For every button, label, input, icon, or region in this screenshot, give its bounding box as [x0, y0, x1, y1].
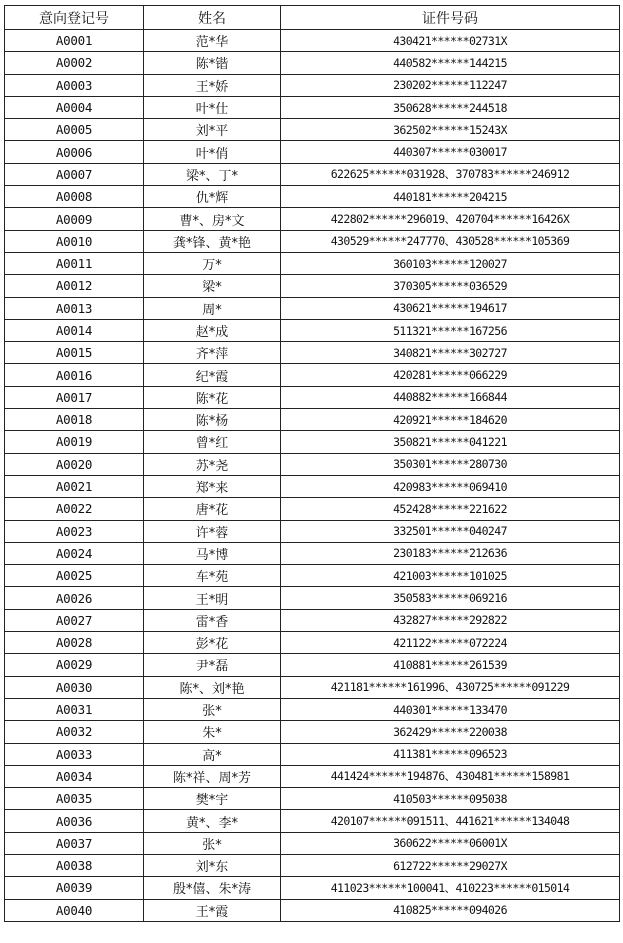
name-cell: 许*蓉: [144, 520, 281, 542]
table-row: [5, 721, 620, 743]
table-row: [5, 899, 620, 921]
registration-number-cell: A0016: [5, 364, 144, 386]
id-number-cell: 440882******166844: [281, 386, 620, 408]
name-cell: 黄*、李*: [144, 810, 281, 832]
table-row: [5, 676, 620, 698]
table-row: [5, 877, 620, 899]
id-number-cell: 440181******204215: [281, 186, 620, 208]
registration-number-cell: A0021: [5, 475, 144, 497]
name-cell: 王*霞: [144, 899, 281, 921]
id-number-cell: 362429******220038: [281, 721, 620, 743]
id-number-cell: 230202******112247: [281, 74, 620, 96]
registration-number-cell: A0039: [5, 877, 144, 899]
id-number-cell: 440307******030017: [281, 141, 620, 163]
header-row: [5, 6, 620, 30]
registration-number-cell: A0007: [5, 163, 144, 185]
table-row: [5, 632, 620, 654]
id-number-cell: 420921******184620: [281, 409, 620, 431]
id-number-cell: 410825******094026: [281, 899, 620, 921]
name-cell: 范*华: [144, 30, 281, 52]
name-cell: 叶*仕: [144, 96, 281, 118]
id-number-cell: 410503******095038: [281, 788, 620, 810]
registration-number-cell: A0008: [5, 186, 144, 208]
table-row: [5, 520, 620, 542]
registration-number-cell: A0013: [5, 297, 144, 319]
name-cell: 樊*宇: [144, 788, 281, 810]
registration-number-cell: A0011: [5, 252, 144, 274]
registration-number-cell: A0019: [5, 431, 144, 453]
table-row: [5, 654, 620, 676]
id-number-cell: 350301******280730: [281, 453, 620, 475]
table-row: [5, 609, 620, 631]
registration-number-cell: A0023: [5, 520, 144, 542]
table-row: [5, 854, 620, 876]
registration-number-cell: A0035: [5, 788, 144, 810]
table-row: [5, 810, 620, 832]
name-cell: 万*: [144, 252, 281, 274]
table-row: [5, 74, 620, 96]
header-name: 姓名: [144, 6, 281, 30]
header-registration-number: 意向登记号: [5, 6, 144, 30]
name-cell: 齐*萍: [144, 342, 281, 364]
registration-number-cell: A0006: [5, 141, 144, 163]
name-cell: 雷*香: [144, 609, 281, 631]
name-cell: 周*: [144, 297, 281, 319]
table-row: [5, 542, 620, 564]
registration-table: [4, 5, 620, 922]
id-number-cell: 410881******261539: [281, 654, 620, 676]
name-cell: 龚*锋、黄*艳: [144, 230, 281, 252]
registration-number-cell: A0005: [5, 119, 144, 141]
table-row: [5, 565, 620, 587]
table-row: [5, 409, 620, 431]
table-row: [5, 96, 620, 118]
id-number-cell: 420281******066229: [281, 364, 620, 386]
table-row: [5, 386, 620, 408]
registration-number-cell: A0027: [5, 609, 144, 631]
table-body: [5, 30, 620, 922]
registration-number-cell: A0032: [5, 721, 144, 743]
registration-number-cell: A0020: [5, 453, 144, 475]
name-cell: 张*: [144, 832, 281, 854]
id-number-cell: 440582******144215: [281, 52, 620, 74]
registration-number-cell: A0001: [5, 30, 144, 52]
registration-number-cell: A0028: [5, 632, 144, 654]
table-row: [5, 743, 620, 765]
name-cell: 王*娇: [144, 74, 281, 96]
name-cell: 车*苑: [144, 565, 281, 587]
header-id-number: 证件号码: [281, 6, 620, 30]
id-number-cell: 420107******091511、441621******134048: [281, 810, 620, 832]
table-row: [5, 342, 620, 364]
registration-number-cell: A0034: [5, 765, 144, 787]
registration-number-cell: A0015: [5, 342, 144, 364]
name-cell: 陈*、刘*艳: [144, 676, 281, 698]
name-cell: 陈*花: [144, 386, 281, 408]
id-number-cell: 370305******036529: [281, 275, 620, 297]
id-number-cell: 362502******15243X: [281, 119, 620, 141]
table-row: [5, 208, 620, 230]
name-cell: 郑*来: [144, 475, 281, 497]
name-cell: 赵*成: [144, 319, 281, 341]
table-row: [5, 275, 620, 297]
table-row: [5, 52, 620, 74]
registration-number-cell: A0022: [5, 498, 144, 520]
name-cell: 殷*僖、朱*涛: [144, 877, 281, 899]
table-row: [5, 230, 620, 252]
registration-number-cell: A0038: [5, 854, 144, 876]
registration-number-cell: A0025: [5, 565, 144, 587]
id-number-cell: 612722******29027X: [281, 854, 620, 876]
name-cell: 曾*红: [144, 431, 281, 453]
id-number-cell: 430529******247770、430528******105369: [281, 230, 620, 252]
id-number-cell: 411381******096523: [281, 743, 620, 765]
id-number-cell: 350628******244518: [281, 96, 620, 118]
name-cell: 梁*: [144, 275, 281, 297]
name-cell: 仇*辉: [144, 186, 281, 208]
id-number-cell: 332501******040247: [281, 520, 620, 542]
registration-number-cell: A0037: [5, 832, 144, 854]
name-cell: 王*明: [144, 587, 281, 609]
table-row: [5, 475, 620, 497]
registration-number-cell: A0040: [5, 899, 144, 921]
table-row: [5, 163, 620, 185]
table-row: [5, 498, 620, 520]
registration-number-cell: A0029: [5, 654, 144, 676]
registration-number-cell: A0036: [5, 810, 144, 832]
table-row: [5, 252, 620, 274]
id-number-cell: 411023******100041、410223******015014: [281, 877, 620, 899]
table-row: [5, 319, 620, 341]
name-cell: 叶*俏: [144, 141, 281, 163]
name-cell: 高*: [144, 743, 281, 765]
name-cell: 张*: [144, 698, 281, 720]
id-number-cell: 511321******167256: [281, 319, 620, 341]
id-number-cell: 421122******072224: [281, 632, 620, 654]
registration-number-cell: A0024: [5, 542, 144, 564]
id-number-cell: 350583******069216: [281, 587, 620, 609]
registration-number-cell: A0004: [5, 96, 144, 118]
registration-number-cell: A0030: [5, 676, 144, 698]
id-number-cell: 441424******194876、430481******158981: [281, 765, 620, 787]
registration-number-cell: A0010: [5, 230, 144, 252]
table-row: [5, 186, 620, 208]
id-number-cell: 432827******292822: [281, 609, 620, 631]
id-number-cell: 360103******120027: [281, 252, 620, 274]
table-row: [5, 141, 620, 163]
name-cell: 马*博: [144, 542, 281, 564]
name-cell: 纪*霞: [144, 364, 281, 386]
name-cell: 苏*尧: [144, 453, 281, 475]
id-number-cell: 452428******221622: [281, 498, 620, 520]
table-row: [5, 364, 620, 386]
id-number-cell: 440301******133470: [281, 698, 620, 720]
id-number-cell: 420983******069410: [281, 475, 620, 497]
table-row: [5, 453, 620, 475]
table-row: [5, 431, 620, 453]
id-number-cell: 430421******02731X: [281, 30, 620, 52]
name-cell: 彭*花: [144, 632, 281, 654]
id-number-cell: 422802******296019、420704******16426X: [281, 208, 620, 230]
registration-number-cell: A0003: [5, 74, 144, 96]
registration-number-cell: A0002: [5, 52, 144, 74]
id-number-cell: 430621******194617: [281, 297, 620, 319]
registration-number-cell: A0018: [5, 409, 144, 431]
name-cell: 陈*祥、周*芳: [144, 765, 281, 787]
table-row: [5, 788, 620, 810]
table-row: [5, 119, 620, 141]
name-cell: 陈*杨: [144, 409, 281, 431]
name-cell: 刘*东: [144, 854, 281, 876]
name-cell: 尹*磊: [144, 654, 281, 676]
name-cell: 梁*、丁*: [144, 163, 281, 185]
id-number-cell: 421003******101025: [281, 565, 620, 587]
name-cell: 朱*: [144, 721, 281, 743]
table-row: [5, 765, 620, 787]
table-header: [5, 6, 620, 30]
id-number-cell: 230183******212636: [281, 542, 620, 564]
name-cell: 陈*锴: [144, 52, 281, 74]
id-number-cell: 340821******302727: [281, 342, 620, 364]
id-number-cell: 350821******041221: [281, 431, 620, 453]
name-cell: 曹*、房*文: [144, 208, 281, 230]
registration-number-cell: A0031: [5, 698, 144, 720]
registration-number-cell: A0026: [5, 587, 144, 609]
name-cell: 唐*花: [144, 498, 281, 520]
name-cell: 刘*平: [144, 119, 281, 141]
table-row: [5, 297, 620, 319]
id-number-cell: 622625******031928、370783******246912: [281, 163, 620, 185]
table-row: [5, 698, 620, 720]
table-row: [5, 832, 620, 854]
registration-number-cell: A0009: [5, 208, 144, 230]
registration-number-cell: A0014: [5, 319, 144, 341]
registration-number-cell: A0033: [5, 743, 144, 765]
table-row: [5, 30, 620, 52]
table-row: [5, 587, 620, 609]
id-number-cell: 360622******06001X: [281, 832, 620, 854]
registration-number-cell: A0012: [5, 275, 144, 297]
registration-number-cell: A0017: [5, 386, 144, 408]
id-number-cell: 421181******161996、430725******091229: [281, 676, 620, 698]
